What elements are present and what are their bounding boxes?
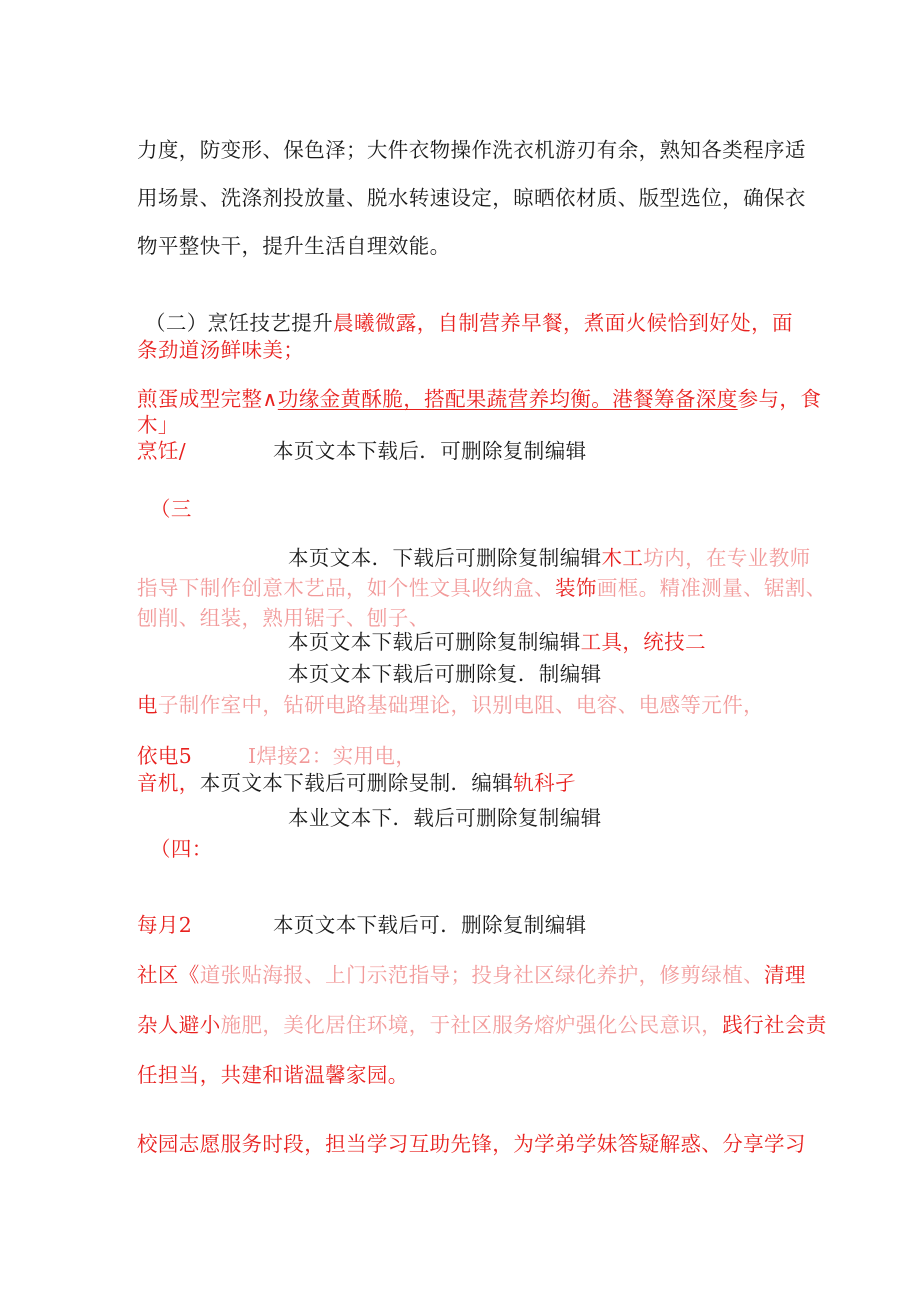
faded-text: 施肥，美化居住环境，于社区服务熔炉强化公民意识， [220,1013,723,1037]
red-text: 音机， [137,771,200,795]
faded-text: Ⅰ焊接2：实用电， [248,744,417,768]
paragraph-line: 烹饪/ [137,439,187,463]
faded-text: 指导下制作创意木艺品，如个性文具收纳盒、 [137,576,555,600]
watermark-note: 本页文本下载后可删除旻制．编辑 [199,771,514,795]
paragraph-line: 木」 [137,413,179,437]
paragraph-line [137,962,806,988]
paragraph-line [288,545,811,571]
paragraph-line: 条劲道汤鲜味美； [137,338,305,362]
section-heading-two [145,310,793,336]
faded-text: 坊内，在专业教师 [643,546,811,570]
underlined-text: 功缘金黄酥脆，搭配果蔬营养均衡。港餐筹备深度 [277,387,738,411]
red-text: 木工 [601,546,644,570]
faded-text: 子制作室中，钻研电路基础理论，识别电阻、电容、电感等元件， [157,693,765,717]
faded-text: 画框。精准测量、锯割、 [596,576,827,600]
paragraph-line [137,575,827,601]
heading-text: （二）烹饪技艺提升 [145,311,334,335]
paragraph-line: 校园志愿服务时段，担当学习互助先锋，为学弟学妹答疑解惑、分享学习 [137,1132,806,1156]
paragraph-line: 力度，防变形、保色泽；大件衣物操作洗衣机游刃有余，熟知各类程序适 [137,138,806,162]
watermark-note: 本页文本下载后可删除复制编辑 [288,630,581,654]
paragraph-line: 刨削、组装，熟用锯子、刨子、 [137,606,430,630]
paragraph-line [137,1012,827,1038]
paragraph-line: 物平整快干，提升生活自理效能。 [137,234,451,258]
paragraph-line: 依电5 [137,744,193,768]
section-heading-four: （四： [150,837,213,861]
watermark-note: 本页文本下载后．可删除复制编辑 [273,439,587,463]
watermark-note: 本页文本．下载后可删除复制编辑 [288,546,602,570]
watermark-note: 本页文本下载后可删除复．制编辑 [288,662,602,686]
paragraph-line: 每月2 [137,913,193,937]
red-text: 践行社会责 [722,1013,827,1037]
watermark-note: 本业文本下．载后可删除复制编辑 [288,806,602,830]
paragraph-line: 用场景、洗涤剂投放量、脱水转速设定，晾晒依材质、版型选位，确保衣 [137,186,806,210]
paragraph-line: 任担当，共建和谐温馨家园。 [137,1063,409,1087]
watermark-note: 本页文本下载后可．删除复制编辑 [273,913,587,937]
red-text: 装饰 [555,576,597,600]
red-text: 电 [137,693,158,717]
faded-text: 道张贴海报、上门示范指导；投身社区绿化养护，修剪绿植、 [199,963,765,987]
section-heading-three: （三 [150,497,192,521]
paragraph-line [288,629,706,655]
paragraph-line [137,770,576,796]
red-text: 晨曦微露，自制营养早餐，煮面火候恰到好处，面 [333,311,793,335]
red-text: 参与，食 [737,387,822,411]
red-text: 煎蛋成型完整∧ [137,387,278,411]
paragraph-line [137,386,821,412]
red-text: 工具，统技二 [580,630,707,654]
red-text: 清理 [764,963,806,987]
paragraph-line [137,692,764,718]
red-text: 社区《 [137,963,200,987]
red-text: 杂人避小 [137,1013,221,1037]
red-text: 轨科孑 [513,771,576,795]
